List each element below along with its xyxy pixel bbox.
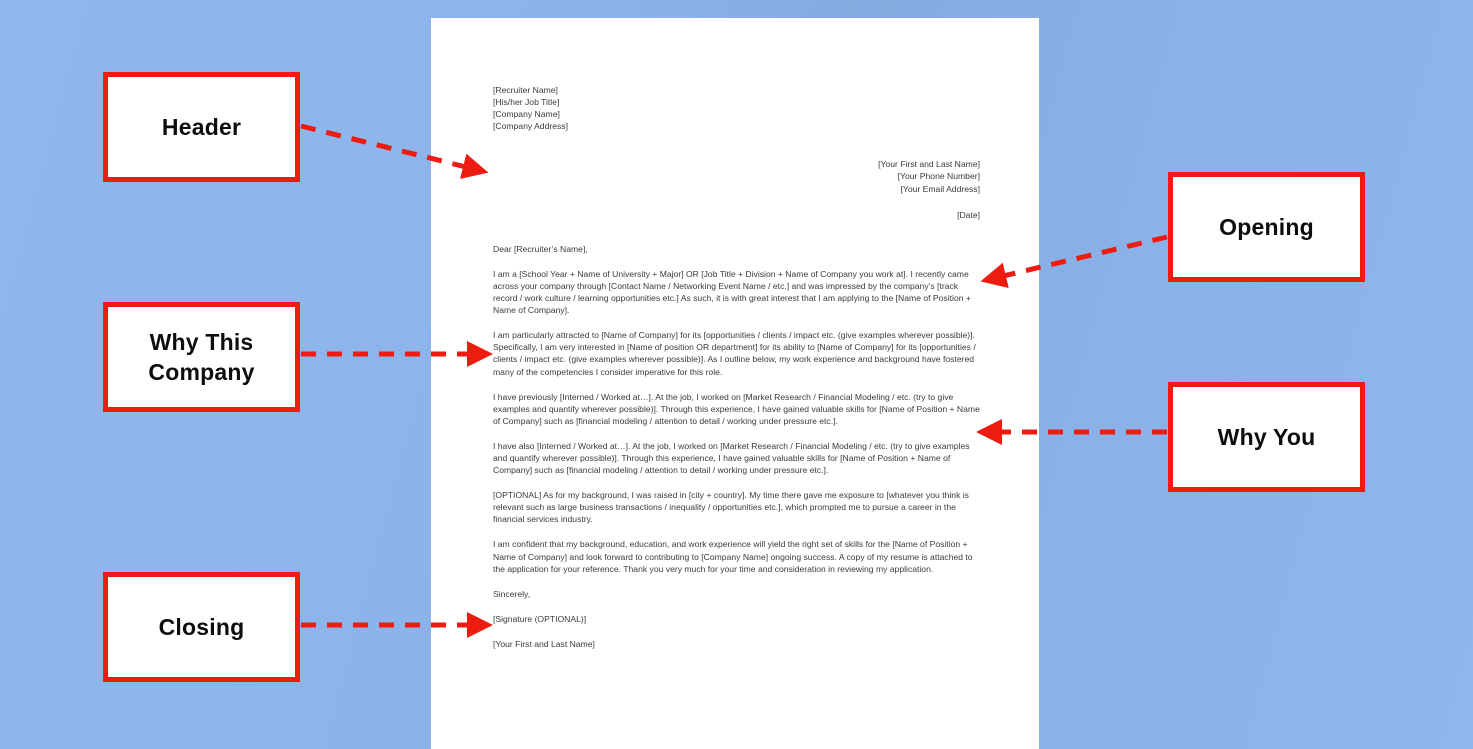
letter-signoff: Sincerely, (493, 588, 531, 599)
letter-date: [Date] (957, 209, 980, 220)
callout-label-header: Header (161, 114, 242, 140)
paragraph-optional-background: [OPTIONAL] As for my background, I was raised in [city + country]. My time there gave me exposure to [whatever you think is relevant such as large business transactions / inequality / opportunities etc.], which prompted me to pursue a career in the financial services industry. (493, 490, 969, 525)
recipient-line: [Company Name] (493, 109, 560, 120)
letter-signature-placeholder: [Signature (OPTIONAL)] (493, 613, 587, 624)
callout-box-why-you[interactable] (1168, 382, 1365, 492)
letter-salutation: Dear [Recruiter’s Name], (493, 243, 588, 254)
paragraph-closing: I am confident that my background, education, and work experience will yield the right set of skills for the [Name of Position + Name of Company] and look forward to contributing to [Company Name] ongoing success. A copy of my resume is attached to the application for your reference. Thank you very much for your time and consideration in reviewing my application. (493, 539, 973, 574)
recipient-line: [Company Address] (493, 121, 568, 132)
letter-body (493, 84, 980, 650)
callout-label-closing: Closing (158, 614, 245, 640)
callout-box-closing[interactable] (103, 572, 300, 682)
callout-box-why-this-company[interactable] (103, 302, 300, 412)
sender-line: [Your First and Last Name] (878, 159, 980, 170)
sender-line: [Your Email Address] (900, 183, 980, 194)
letter-signer-name: [Your First and Last Name] (493, 638, 595, 649)
callout-box-header[interactable] (103, 72, 300, 182)
callout-label-why-you: Why You (1217, 424, 1316, 450)
callout-label-why-this-company: Why This Company (148, 329, 255, 385)
sender-contact-block (493, 158, 980, 194)
paragraph-opening: I am a [School Year + Name of University + Major] OR [Job Title + Division + Name of Company you work at]. I recently came across your company through [Contact Name / Networking Event Name / etc.] and was impressed by the company’s [track record / work culture / learning opportunities etc.] As such, it is with great interest that I am applying to the [Name of Position + Name of Company]. (493, 268, 971, 316)
recipient-line: [Recruiter Name] (493, 85, 558, 95)
sender-line: [Your Phone Number] (897, 171, 980, 182)
recipient-address-block (493, 84, 980, 132)
letter-page (431, 18, 1039, 749)
paragraph-experience-two: I have also [Interned / Worked at…]. At the job, I worked on [Market Research / Financial Modeling / etc. (try to give examples and quantify wherever possible)]. Through this experience, I have gained valuable skills for [Name of Position + Name of Company] such as [financial modeling / attention to detail / working under pressure etc.]. (493, 440, 970, 476)
paragraph-why-company: I am particularly attracted to [Name of Company] for its [opportunities / clients / impact etc. (give examples wherever possible)]. Specifically, I am very interested in [Name of position OR department] for its ability to [Name of Company] for its [opportunities / clients / impact etc. (give examples wherever possible)]. As I outline below, my work experience and background have fostered many of the competencies I consider imperative for this role. (493, 330, 976, 377)
paragraph-experience-one: I have previously [Interned / Worked at…]. At the job, I worked on [Market Research / Financial Modeling / etc. (try to give examples and quantify wherever possible)]. Through this experience, I have gained valuable skills for [Name of Position + Name of Company] such as [financial modeling / attention to detail / working under pressure etc.]. (493, 391, 980, 426)
recipient-line: [His/her Job Title] (493, 97, 560, 108)
callout-box-opening[interactable] (1168, 172, 1365, 282)
callout-label-opening: Opening (1219, 214, 1314, 240)
